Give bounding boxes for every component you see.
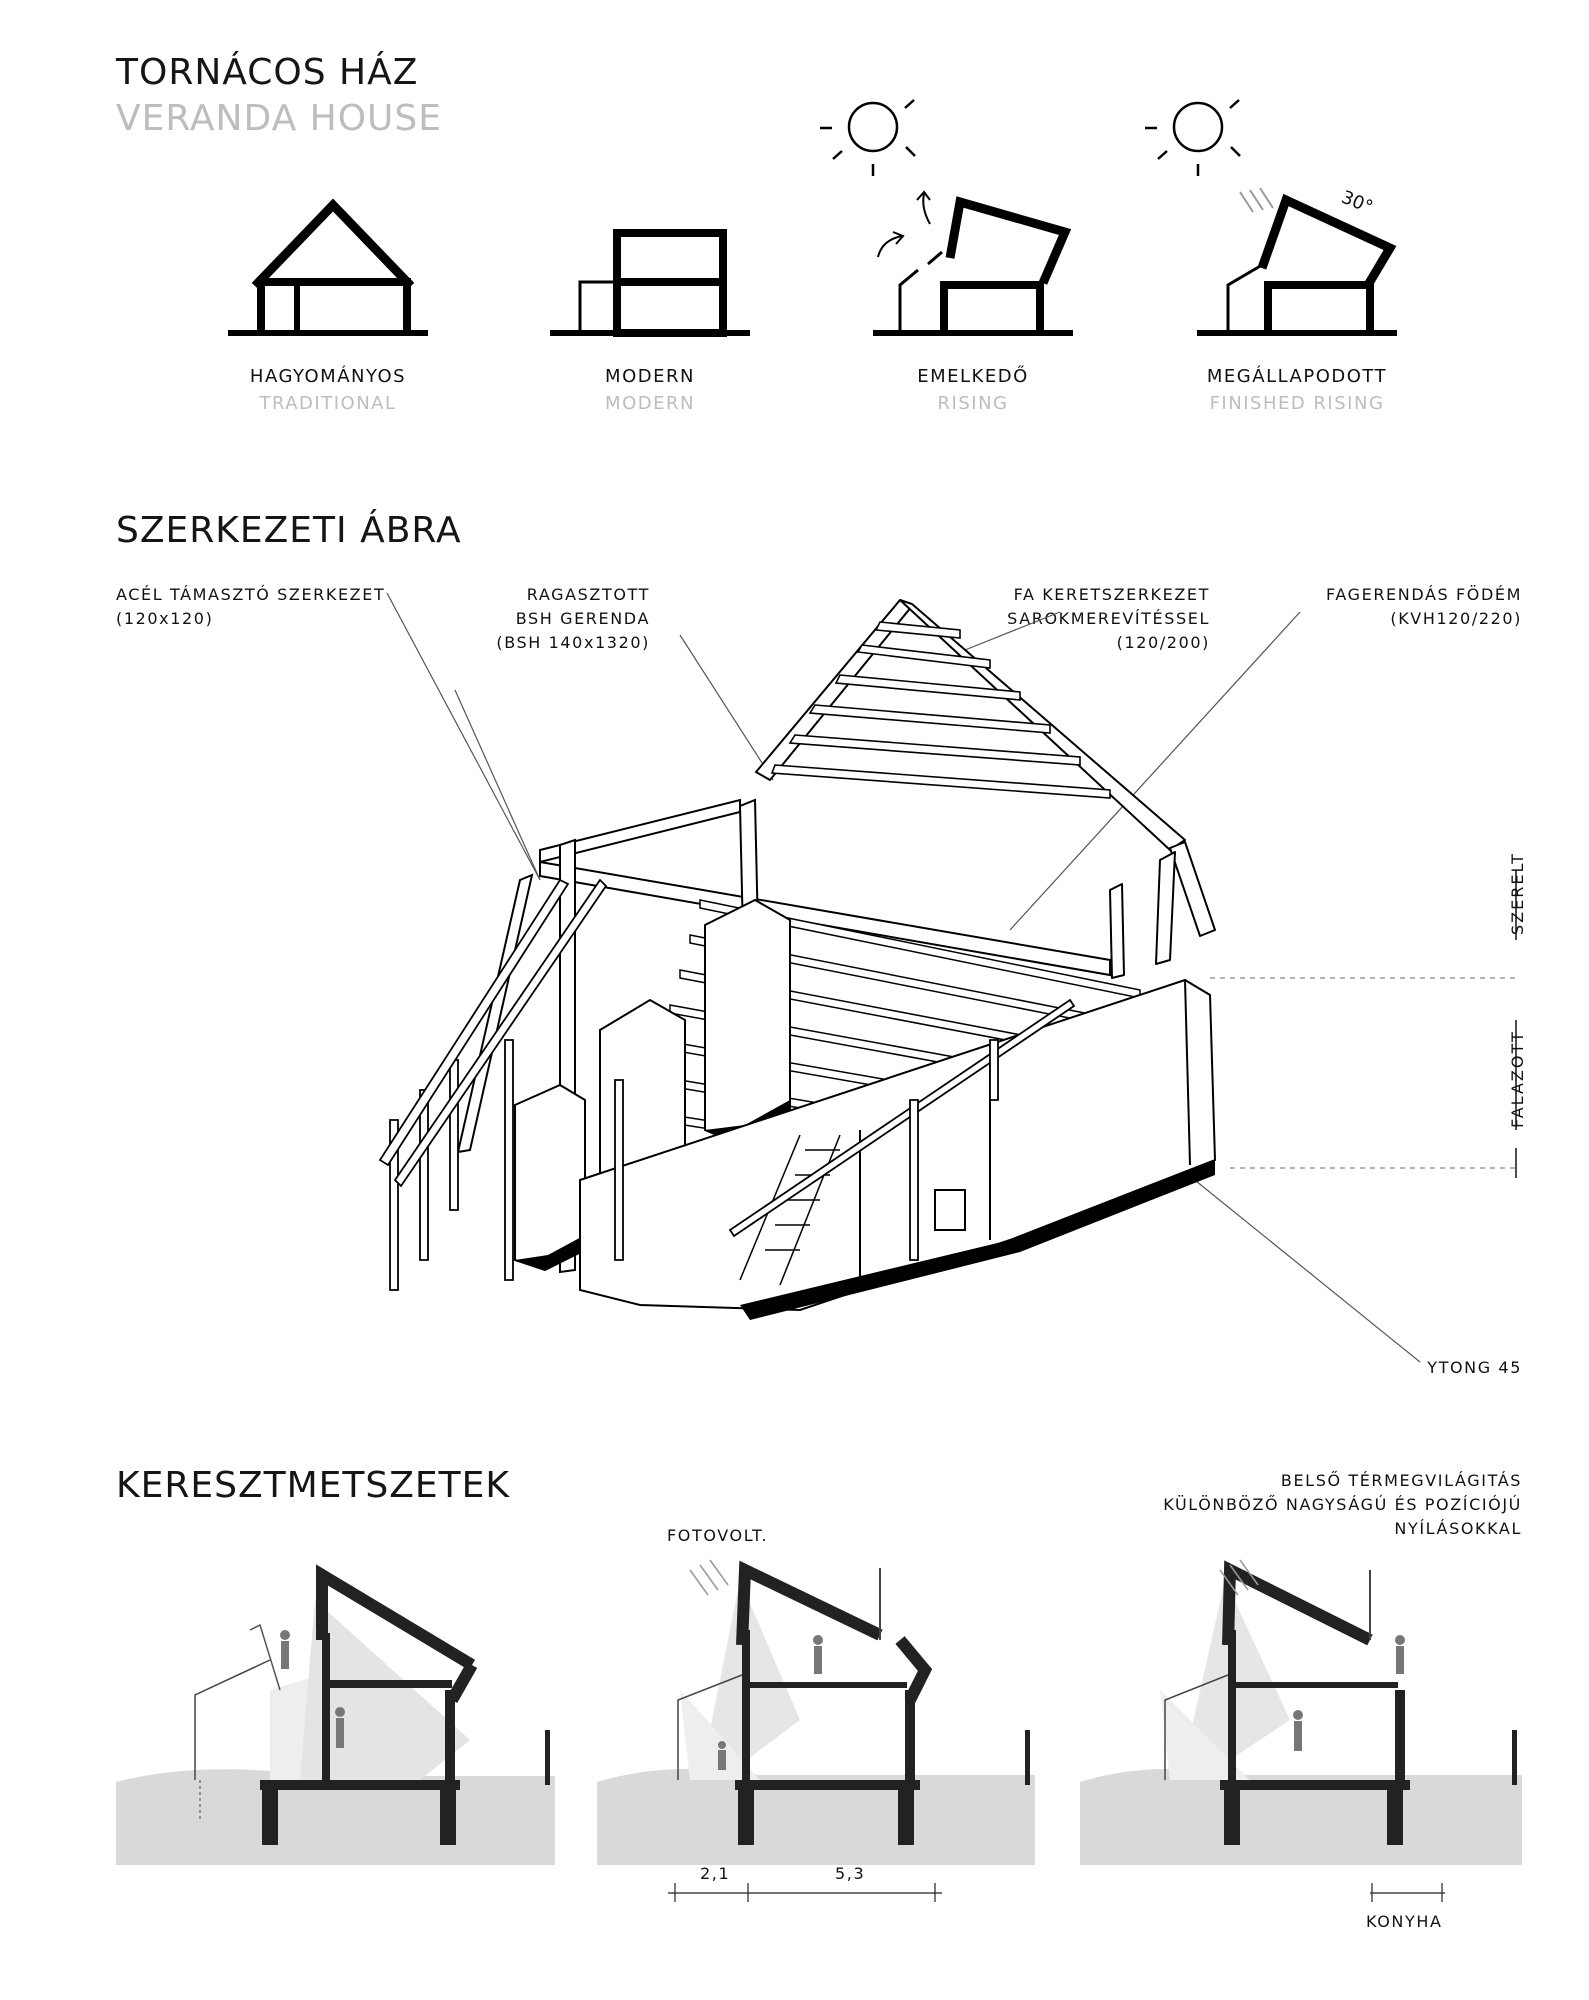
person-icon [1395, 1635, 1405, 1674]
angle-label: 30° [1338, 186, 1376, 219]
page-title: TORNÁCOS HÁZ [116, 52, 419, 93]
structure-title: SZERKEZETI ÁBRA [116, 510, 462, 551]
concept-en: FINISHED RISING [1209, 393, 1385, 414]
zone-label-masonry: FALAZOTT [1508, 1030, 1527, 1128]
label-line: NYÍLÁSOKKAL [1394, 1519, 1522, 1538]
label-line: BELSŐ TÉRMEGVILÁGITÁS [1280, 1471, 1522, 1490]
concept-hu: MODERN [605, 366, 695, 387]
dimension-line [1370, 1883, 1445, 1902]
concept-en: MODERN [605, 393, 695, 414]
person-icon [280, 1630, 290, 1669]
label-line: ACÉL TÁMASZTÓ SZERKEZET [116, 585, 386, 604]
concept-en: TRADITIONAL [259, 393, 397, 414]
label-line: BSH GERENDA [515, 609, 650, 628]
person-icon [718, 1741, 726, 1770]
label-ytong: YTONG 45 [1427, 1358, 1522, 1377]
dimension-2-1: 2,1 [700, 1864, 731, 1883]
label-photovoltaic: FOTOVOLT. [667, 1526, 769, 1545]
concept-hu: EMELKEDŐ [917, 366, 1029, 387]
label-line: RAGASZTOTT [526, 585, 650, 604]
label-line: SAROKMEREVÍTÉSSEL [1007, 609, 1210, 628]
person-icon [335, 1707, 345, 1748]
dimension-5-3: 5,3 [835, 1864, 866, 1883]
sections-title: KERESZTMETSZETEK [116, 1465, 511, 1506]
concept-hu: MEGÁLLAPODOTT [1206, 366, 1388, 387]
zone-label-assembled: SZERELT [1508, 852, 1527, 935]
label-kitchen: KONYHA [1366, 1912, 1443, 1931]
person-icon [1293, 1710, 1303, 1751]
label-line: (BSH 140x1320) [496, 633, 650, 652]
concept-en: RISING [937, 393, 1009, 414]
label-line: (120x120) [116, 609, 214, 628]
label-line: FA KERETSZERKEZET [1013, 585, 1210, 604]
label-line: (120/200) [1116, 633, 1210, 652]
label-line: (KVH120/220) [1390, 609, 1522, 628]
label-line: FAGERENDÁS FÖDÉM [1326, 585, 1522, 604]
concept-hu: HAGYOMÁNYOS [249, 366, 407, 387]
label-line: KÜLÖNBÖZŐ NAGYSÁGÚ ÉS POZÍCIÓJÚ [1163, 1495, 1522, 1514]
person-icon [813, 1635, 823, 1674]
page-subtitle: VERANDA HOUSE [116, 98, 442, 139]
